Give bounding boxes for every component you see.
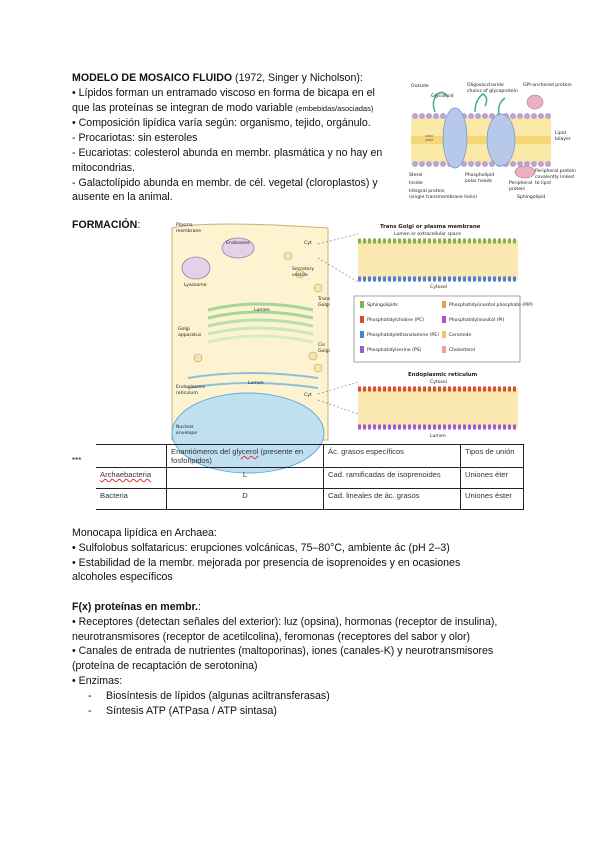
legend-label: Phosphatidylethanolamine (PE) xyxy=(367,333,439,338)
legend-label: Phosphatidylserine (PS) xyxy=(367,348,422,353)
legend-label: Ceramide xyxy=(449,333,472,338)
label-oligosaccharide-2: chains of glycoprotein xyxy=(467,89,518,94)
label-cyt-2: Cyt xyxy=(304,393,312,398)
archaea-line-4: alcoholes específicos xyxy=(72,571,173,584)
label-outside: Outside xyxy=(411,84,429,89)
table-header-cell: Tipos de unión xyxy=(461,445,524,468)
proteins-line-4: (proteína de recaptación de serotonina) xyxy=(72,660,258,673)
transmembrane-protein xyxy=(487,114,515,166)
label-sphingolipid: Sphingolipid xyxy=(517,195,546,200)
label-cis: Cis xyxy=(318,343,325,348)
label-trans: Trans xyxy=(318,297,331,302)
label-lumen: Lumen xyxy=(254,308,270,313)
mosaic-line-2-text: que las proteínas se integran de modo variable xyxy=(72,101,296,114)
proteins-line-3: • Canales de entrada de nutrientes (maltoporinas), iones (canales-K) y neurotransmisores xyxy=(72,645,494,658)
panel-trans-golgi xyxy=(358,224,518,290)
membrane-figure xyxy=(405,78,577,200)
legend-label: Cholesterol xyxy=(449,348,475,353)
label-er: Endoplasmic xyxy=(176,385,206,390)
mosaic-title-suffix: (1972, Singer y Nicholson): xyxy=(232,72,363,84)
label-phospholipid-2: polar heads xyxy=(465,179,493,184)
table-cell: Uniones éster xyxy=(461,489,524,510)
table-cell: L xyxy=(167,468,324,489)
archaea-line-2: • Sulfolobus solfataricus: erupciones volcánicas, 75–80°C, ambiente ác (pH 2–3) xyxy=(72,541,450,554)
label-secretory-2: vesicle xyxy=(292,273,308,278)
label-cis-2: Golgi xyxy=(318,349,330,354)
list-item: - Biosíntesis de lípidos (algunas aciltransferasas) xyxy=(84,689,542,704)
enzymes-list xyxy=(84,689,542,719)
table-header-cell xyxy=(96,445,167,468)
mosaic-line-2 xyxy=(72,101,402,117)
legend-swatch xyxy=(360,331,364,338)
table-row xyxy=(96,468,524,489)
table-cell-text: Archaebacteria xyxy=(100,470,152,479)
panel2-sub: Cytosol xyxy=(430,380,448,385)
label-oligosaccharide: Oligosaccharide xyxy=(467,83,504,88)
mosaic-section xyxy=(72,71,402,205)
formation-colon: : xyxy=(137,219,141,231)
formation-title: FORMACIÓN xyxy=(72,219,138,231)
label-lumen-er: Lumen xyxy=(248,381,264,386)
formation-heading xyxy=(72,218,140,233)
table-cell: Uniones éter xyxy=(461,468,524,489)
glycerol-word: glycerol xyxy=(232,447,259,456)
label-plasma-2: membrane xyxy=(176,229,202,234)
archaea-section xyxy=(72,526,532,585)
proteins-section xyxy=(72,600,542,718)
proteins-heading xyxy=(72,600,542,615)
table-marker: *** xyxy=(72,456,82,465)
legend-swatch xyxy=(442,331,446,338)
list-item: - Síntesis ATP (ATPasa / ATP sintasa) xyxy=(84,704,542,719)
mosaic-line-1: • Lípidos forman un entramado viscoso en forma de bicapa en el xyxy=(72,86,375,99)
gpi-protein xyxy=(527,95,543,109)
label-integral-2: (single transmembrane helix) xyxy=(409,195,478,200)
label-er-2: reticulum xyxy=(176,391,198,396)
lysosome xyxy=(182,257,210,279)
panel1-sub: Lumen or extracellular space xyxy=(394,232,461,237)
mosaic-line-4: - Procariotas: sin esteroles xyxy=(72,132,198,145)
mosaic-line-3: • Composición lipídica varía según: organismo, tejido, orgánulo. xyxy=(72,117,371,130)
label-peripheral-cov: Peripheral protein xyxy=(535,169,577,174)
proteins-line-1: • Receptores (detectan señales del exterior): luz (opsina), hormonas (receptor de insulina), xyxy=(72,615,498,628)
label-endosome: Endosome xyxy=(226,241,251,246)
archaea-line-3: • Estabilidad de la membr. mejorada por presencia de isoprenoides y en ocasiones xyxy=(72,556,461,569)
label-golgi: Golgi xyxy=(178,327,190,332)
legend-label: Sphingolipids xyxy=(367,303,398,308)
label-sterol: Sterol xyxy=(409,173,423,178)
label-phospholipid: Phospholipid xyxy=(465,173,495,178)
table-header-row xyxy=(96,445,524,468)
proteins-line-5: • Enzimas: xyxy=(72,674,123,687)
panel2-bottom: Lumen xyxy=(430,434,446,439)
table-cell xyxy=(96,468,167,489)
label-bilayer: bilayer xyxy=(555,137,571,142)
label-peripheral-cov-3: to lipid xyxy=(535,181,551,186)
table-cell: Cad. ramificadas de isoprenoides xyxy=(324,468,461,489)
label-gpi: GPI-anchored protein xyxy=(523,83,572,88)
table-header-cell: Enantiómeros del glycerol (presente en fosfolípidos) xyxy=(167,445,324,468)
legend-swatch xyxy=(360,346,364,353)
label-plasma: Plasma xyxy=(176,223,193,228)
label-peripheral-2: protein xyxy=(509,187,526,192)
panel-er xyxy=(358,372,518,439)
table-header-cell: Ác. grasos específicos xyxy=(324,445,461,468)
mosaic-title: MODELO DE MOSAICO FLUIDO xyxy=(72,72,233,84)
label-glycolipid: Glycolipid xyxy=(431,94,454,99)
panel2-bilayer xyxy=(358,388,518,428)
label-golgi-2: apparatus xyxy=(178,333,202,338)
mosaic-line-5: - Eucariotas: colesterol abunda en membr. plasmática y no hay en xyxy=(72,146,383,159)
legend-swatch xyxy=(360,316,364,323)
mosaic-line-8: ausente en la animal. xyxy=(72,191,173,204)
cell-panel xyxy=(172,222,331,473)
table-row xyxy=(96,489,524,510)
label-peripheral-cov-2: covalently linked xyxy=(535,175,574,180)
proteins-colon: : xyxy=(197,601,201,613)
legend-label: Phosphatidylinositol phosphate (PIP) xyxy=(449,303,533,308)
formation-figure xyxy=(168,218,533,440)
legend-swatch xyxy=(442,301,446,308)
legend-label: Phosphatidylcholine (PC) xyxy=(367,318,425,323)
label-peripheral: Peripheral xyxy=(509,181,533,186)
legend-swatch xyxy=(442,316,446,323)
label-lipid: Lipid xyxy=(555,131,566,136)
panel1-bottom: Cytosol xyxy=(430,285,448,290)
mosaic-title-line xyxy=(72,71,402,86)
proteins-line-2: neurotransmisores (receptor de acetilcolina), feromonas (receptores del sabor y olor) xyxy=(72,630,471,643)
table-cell: Cad. lineales de ác. grasos xyxy=(324,489,461,510)
label-inside: Inside xyxy=(409,181,423,186)
label-nuclear-2: envelope xyxy=(176,431,198,436)
label-cyt-1: Cyt xyxy=(304,241,312,246)
label-integral: Integral protein xyxy=(409,189,445,194)
archaea-line-1: Monocapa lipídica en Archaea: xyxy=(72,527,217,539)
label-secretory: Secretory xyxy=(292,267,315,272)
panel1-bilayer xyxy=(358,240,518,280)
legend-swatch xyxy=(442,346,446,353)
mosaic-line-2-small: (embebidas/asociadas) xyxy=(295,103,374,113)
lipid-comparison-table xyxy=(96,444,524,510)
lipid-legend xyxy=(354,296,533,362)
proteins-title: F(x) proteínas en membr. xyxy=(72,601,198,613)
mosaic-line-6: mitocondrias. xyxy=(72,161,135,174)
panel2-title: Endoplasmic reticulum xyxy=(408,372,478,378)
label-nuclear: Nuclear xyxy=(176,425,194,430)
legend-label: Phosphatidylinositol (PI) xyxy=(449,318,505,323)
peripheral-protein xyxy=(515,166,535,178)
legend-swatch xyxy=(360,301,364,308)
integral-protein xyxy=(443,108,467,168)
label-lysosome: Lysosome xyxy=(184,283,207,288)
label-trans-2: Golgi xyxy=(318,303,330,308)
mosaic-line-7: - Galactolípido abunda en membr. de cél. vegetal (cloroplastos) y xyxy=(72,176,378,189)
table-cell: D xyxy=(167,489,324,510)
panel1-title: Trans Golgi or plasma membrane xyxy=(380,224,481,230)
table-cell: Bacteria xyxy=(96,489,167,510)
